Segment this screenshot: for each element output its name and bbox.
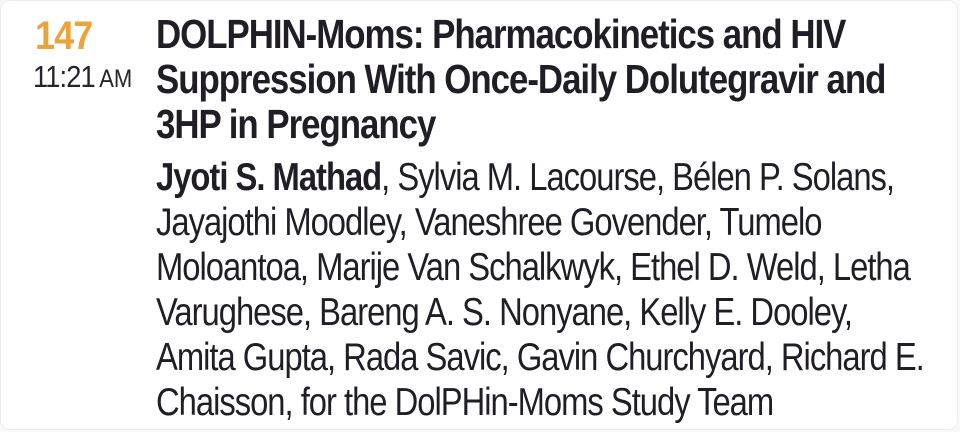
session-time-value: 11:21 [33,59,95,94]
author-line [156,155,924,200]
session-time [33,60,132,96]
author-line: Chaisson, for the DolPHin-Moms Study Team [156,381,774,424]
author-list [156,155,958,425]
title-line: 3HP in Pregnancy [156,101,436,147]
session-time-meridiem: AM [99,65,133,93]
title-line: DOLPHIN-Moms: Pharmacokinetics and HIV [156,11,846,57]
title-line: Suppression With Once-Daily Dolutegravir and [156,56,886,102]
author-line-rest: , Sylvia M. Lacourse, Bélen P. Solans, [381,156,895,199]
presenting-author: Jyoti S. Mathad [156,156,382,199]
session-number: 147 [35,14,93,58]
author-line: Jayajothi Moodley, Vaneshree Govender, Tumelo [156,201,822,244]
next-entry-cutoff-line [176,429,836,430]
author-line: Moloantoa, Marije Van Schalkwyk, Ethel D. Weld, Letha [156,246,910,289]
author-line: Amita Gupta, Rada Savic, Gavin Churchyard, Richard E. [156,336,924,379]
author-line: Varughese, Bareng A. S. Nonyane, Kelly E. Dooley, [156,291,853,334]
abstract-title [156,12,958,147]
